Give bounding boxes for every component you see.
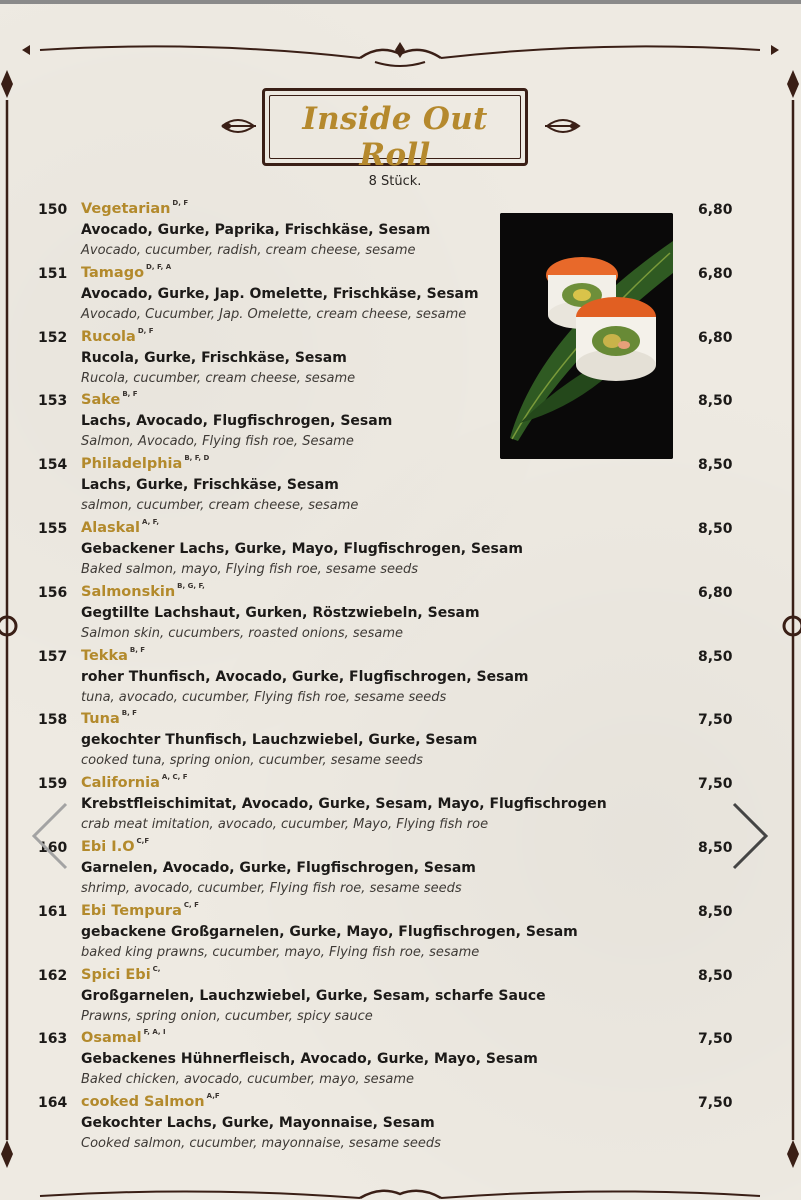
item-name xyxy=(81,581,205,600)
item-price: 6,80 xyxy=(698,202,733,218)
sushi-photo xyxy=(500,213,673,459)
item-name-text: Rucola xyxy=(81,328,136,345)
item-allergens: B, F xyxy=(121,709,137,718)
item-number: 160 xyxy=(38,839,68,856)
item-number: 155 xyxy=(38,520,68,537)
item-allergens: D, F xyxy=(137,326,154,335)
item-price: 6,80 xyxy=(698,584,733,601)
item-number: 159 xyxy=(38,776,68,793)
item-description-german: Rucola, Gurke, Frischkäse, Sesam xyxy=(81,349,347,366)
item-description-english: Baked salmon, mayo, Flying fish roe, sesame seeds xyxy=(81,561,419,577)
item-allergens: A, F, xyxy=(142,517,159,526)
item-description-english: Salmon, Avocado, Flying fish roe, Sesame xyxy=(81,434,354,450)
item-number: 153 xyxy=(38,393,68,410)
item-name xyxy=(81,392,138,408)
item-description-english: crab meat imitation, avocado, cucumber, Mayo, Flying fish roe xyxy=(81,817,489,833)
menu-item xyxy=(0,581,801,645)
item-description-german: Gegtillte Lachshaut, Gurken, Röstzwiebeln, Sesam xyxy=(81,604,480,621)
item-description-german: gebackene Großgarnelen, Gurke, Mayo, Flugfischrogen, Sesam xyxy=(81,923,578,940)
item-description-german: Großgarnelen, Lauchzwiebel, Gurke, Sesam, scharfe Sauce xyxy=(81,987,546,1004)
menu-item xyxy=(0,1091,801,1155)
item-number: 164 xyxy=(38,1095,68,1112)
item-name xyxy=(81,517,159,536)
item-price: 6,80 xyxy=(698,329,733,346)
item-price: 7,50 xyxy=(698,712,733,729)
item-description-german: roher Thunfisch, Avocado, Gurke, Flugfischrogen, Sesam xyxy=(81,668,529,685)
menu-item xyxy=(0,326,801,390)
item-description-english: Avocado, cucumber, radish, cream cheese, sesame xyxy=(81,243,416,258)
item-description-german: Gebackenes Hühnerfleisch, Avocado, Gurke, Mayo, Sesam xyxy=(81,1051,538,1068)
item-number: 152 xyxy=(38,329,68,346)
item-price: 7,50 xyxy=(698,776,733,793)
menu-item xyxy=(0,262,801,326)
item-price: 6,80 xyxy=(698,265,733,282)
item-name-text: Tuna xyxy=(81,711,120,728)
item-description-english: salmon, cucumber, cream cheese, sesame xyxy=(81,498,359,514)
item-description-german: Lachs, Avocado, Flugfischrogen, Sesam xyxy=(81,413,393,430)
item-price: 8,50 xyxy=(698,520,733,537)
item-allergens: B, F, D xyxy=(184,454,210,463)
item-number: 163 xyxy=(38,1031,68,1048)
section-subtitle: 8 Stück. xyxy=(368,174,422,189)
item-description-german: gekochter Thunfisch, Lauchzwiebel, Gurke, Sesam xyxy=(81,732,478,749)
item-name xyxy=(81,775,188,791)
menu-item xyxy=(0,517,801,581)
item-price: 8,50 xyxy=(698,457,733,474)
item-name xyxy=(81,326,154,345)
item-allergens: D, F, A xyxy=(146,262,172,271)
item-name-text: Osamal xyxy=(81,1030,142,1047)
menu-item xyxy=(0,1027,801,1091)
item-name-text: Salmonskin xyxy=(81,583,176,600)
menu-item xyxy=(0,900,801,964)
item-name-text: Spici Ebi xyxy=(81,966,151,983)
item-name-text: Ebi Tempura xyxy=(81,902,182,919)
item-description-german: Gebackener Lachs, Gurke, Mayo, Flugfischrogen, Sesam xyxy=(81,540,523,557)
item-description-english: Rucola, cucumber, cream cheese, sesame xyxy=(81,370,356,386)
item-name-text: Ebi I.O xyxy=(81,838,135,855)
item-price: 8,50 xyxy=(698,839,733,856)
item-name-text: Alaskal xyxy=(81,519,141,536)
item-description-english: Baked chicken, avocado, cucumber, mayo, sesame xyxy=(81,1072,414,1088)
item-name-text: California xyxy=(81,775,160,792)
item-description-english: Cooked salmon, cucumber, mayonnaise, sesame seeds xyxy=(81,1136,441,1152)
chevron-left-icon[interactable] xyxy=(28,800,72,872)
item-name xyxy=(81,262,172,281)
item-description-german: Avocado, Gurke, Jap. Omelette, Frischkäse, Sesam xyxy=(81,285,479,302)
item-description-english: Avocado, Cucumber, Jap. Omelette, cream cheese, sesame xyxy=(81,306,467,322)
menu-item xyxy=(0,772,801,836)
item-description-german: Krebstfleischimitat, Avocado, Gurke, Sesam, Mayo, Flugfischrogen xyxy=(81,796,607,813)
chevron-right-icon[interactable] xyxy=(728,800,772,872)
item-allergens: C,F xyxy=(136,836,150,845)
item-description-german: Lachs, Gurke, Frischkäse, Sesam xyxy=(81,477,339,494)
menu-item-list xyxy=(0,198,801,1155)
item-description-german: Garnelen, Avocado, Gurke, Flugfischrogen, Sesam xyxy=(81,859,476,876)
item-name xyxy=(81,1094,220,1110)
item-number: 156 xyxy=(38,584,68,601)
menu-item xyxy=(0,836,801,900)
item-name xyxy=(81,836,150,855)
item-number: 150 xyxy=(38,202,68,218)
item-name-text: Sake xyxy=(81,392,121,409)
item-description-english: cooked tuna, spring onion, cucumber, sesame seeds xyxy=(81,753,423,769)
item-number: 161 xyxy=(38,903,68,920)
item-price: 7,50 xyxy=(698,1031,733,1048)
item-number: 154 xyxy=(38,457,68,474)
item-description-english: shrimp, avocado, cucumber, Flying fish roe, sesame seeds xyxy=(81,880,462,896)
item-number: 162 xyxy=(38,967,68,984)
item-name-text: Tekka xyxy=(81,647,128,664)
item-allergens: C, F xyxy=(183,900,199,909)
item-number: 158 xyxy=(38,712,68,729)
item-description-german: Gekochter Lachs, Gurke, Mayonnaise, Sesam xyxy=(81,1115,435,1132)
item-price: 7,50 xyxy=(698,1095,733,1112)
item-allergens: D, F xyxy=(172,199,189,207)
item-price: 8,50 xyxy=(698,903,733,920)
item-name xyxy=(81,900,199,919)
item-description-english: baked king prawns, cucumber, mayo, Flying fish roe, sesame xyxy=(81,944,480,960)
item-number: 151 xyxy=(38,265,68,282)
item-allergens: B, G, F, xyxy=(177,581,205,590)
section-heading xyxy=(262,88,528,189)
menu-item xyxy=(0,198,801,262)
item-number: 157 xyxy=(38,648,68,665)
menu-item xyxy=(0,645,801,709)
item-name xyxy=(81,201,188,217)
item-name xyxy=(81,456,209,472)
item-price: 8,50 xyxy=(698,648,733,665)
menu-item xyxy=(0,389,801,453)
item-description-english: Salmon skin, cucumbers, roasted onions, sesame xyxy=(81,625,404,641)
menu-item xyxy=(0,708,801,772)
item-description-english: Prawns, spring onion, cucumber, spicy sauce xyxy=(81,1008,373,1024)
item-description-german: Avocado, Gurke, Paprika, Frischkäse, Sesam xyxy=(81,222,431,238)
item-name xyxy=(81,964,161,983)
item-name xyxy=(81,645,146,664)
item-name-text: cooked Salmon xyxy=(81,1094,205,1111)
item-name xyxy=(81,711,137,727)
item-allergens: F, A, I xyxy=(143,1028,166,1037)
item-allergens: B, F xyxy=(122,390,138,399)
item-name xyxy=(81,1030,166,1046)
menu-item xyxy=(0,964,801,1028)
item-allergens: B, F xyxy=(129,645,146,654)
item-description-english: tuna, avocado, cucumber, Flying fish roe, sesame seeds xyxy=(81,689,447,705)
section-title: Inside Out Roll xyxy=(302,101,488,173)
item-name-text: Tamago xyxy=(81,264,145,281)
item-allergens: C, xyxy=(152,964,161,973)
item-name-text: Vegetarian xyxy=(81,201,171,217)
item-price: 8,50 xyxy=(698,393,733,410)
menu-item xyxy=(0,453,801,517)
item-allergens: A, C, F xyxy=(161,773,188,782)
item-price: 8,50 xyxy=(698,967,733,984)
item-allergens: A,F xyxy=(206,1092,220,1101)
item-name-text: Philadelphia xyxy=(81,456,183,473)
